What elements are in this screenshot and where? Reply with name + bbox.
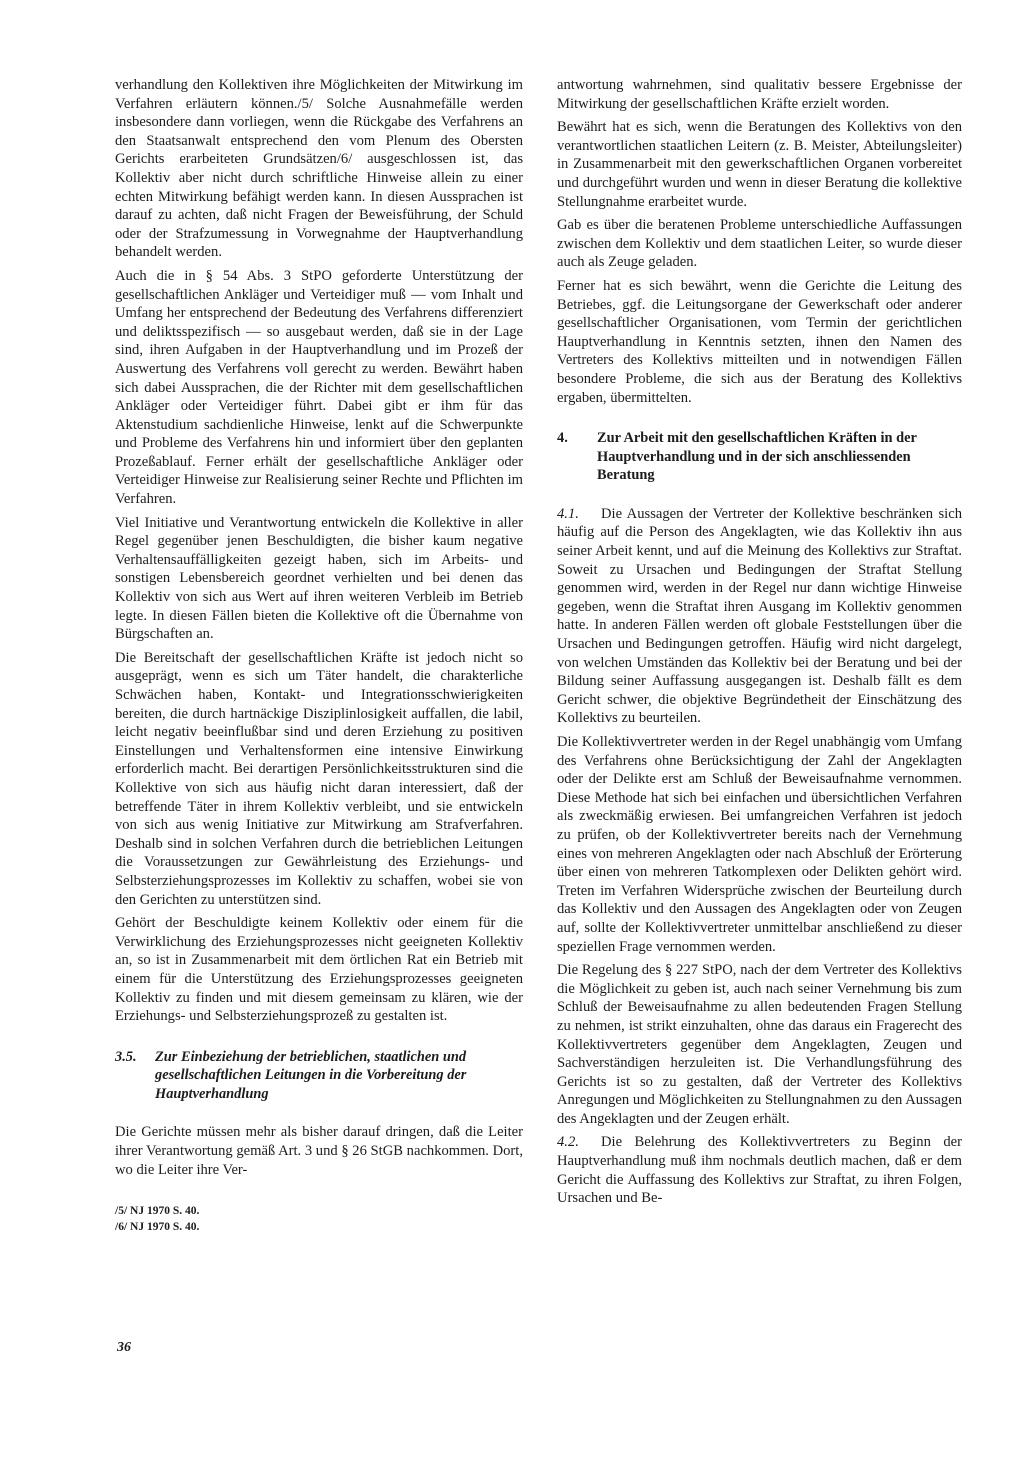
section-heading-4 — [557, 429, 962, 485]
paragraph-text: Die Aussagen der Vertreter der Kollektive beschränken sich häufig auf die Person des Angeklagten, wie das Kollektiv ihn aus seiner Arbeit kennt, und auf die Meinung des Kollektivs zur Straftat. Soweit zu Ursachen und Bedingungen der Straftat Stellung genommen wird, werden in der Regel nur dann wichtige Hinweise gegeben, wenn die Straftat ihren Ausgang im Kollektiv genommen hatte. In anderen Fällen werden oft globale Feststellungen über die Ursachen und Bedingungen getroffen. Häufig wird nicht dargelegt, von welchen Umständen das Kollektiv bei der Beratung und bei der Bildung seiner Auffassung ausgegangen ist. Deshalb fällt es dem Gericht schwer, die objektive Begründetheit der Einschätzung des Kollektivs zu beurteilen. — [557, 505, 962, 727]
right-column — [557, 76, 962, 1213]
paragraph-4-2 — [557, 1133, 962, 1207]
paragraph: Ferner hat es sich bewährt, wenn die Gerichte die Leitung des Betriebes, ggf. die Leitungsorgane der Gewerkschaft oder anderer gesellschaftlicher Organisationen, vom Termin der gerichtlichen Hauptverhandlung in Kenntnis setzten, ihnen den Namen des Vertreters des Kollektivs mitteilten und in notwendigen Fällen besondere Probleme, die sich aus der Beratung des Kollektivs ergaben, übermittelten. — [557, 277, 962, 406]
paragraph-4-1 — [557, 505, 962, 728]
left-column — [115, 76, 523, 1235]
footnote-5: /5/ NJ 1970 S. 40. — [115, 1205, 200, 1218]
subsection-number: 4.1. — [557, 505, 579, 522]
paragraph: Viel Initiative und Verantwortung entwickeln die Kollektive in aller Regel gegenüber jenen Beschuldigten, die bisher kaum negative Verhaltensauffälligkeiten gezeigt haben, sich im Arbeits- und sonstigen Lebensbereich geordnet verhielten und bei denen das Kollektiv von sich aus Wert auf ihren weiteren Verbleib im Betrieb legte. In diesen Fällen bieten die Kollektive oft die Übernahme von Bürgschaften an. — [115, 514, 523, 643]
section-title: Zur Arbeit mit den gesellschaftlichen Kräften in der Hauptverhandlung und in der sich anschliessenden Beratung — [597, 430, 917, 484]
paragraph: verhandlung den Kollektiven ihre Möglichkeiten der Mitwirkung im Verfahren erläutern können./5/ Solche Ausnahmefälle werden insbesondere dann vorliegen, wenn die Rückgabe des Verfahrens an den Staatsanwalt entsprechend den vom Plenum des Obersten Gerichts erarbeiteten Grundsätzen/6/ ausgeschlossen ist, das Kollektiv aber nicht durch schriftliche Hinweise allein zu einer echten Mitwirkung befähigt werden kann. In diesen Aussprachen ist darauf zu achten, daß nicht Fragen der Beweisführung, der Schuld oder der Strafzumessung in Vorwegnahme der Hauptverhandlung behandelt werden. — [115, 77, 523, 261]
section-number: 3.5. — [115, 1048, 137, 1065]
paragraph: Gehört der Beschuldigte keinem Kollektiv oder einem für die Verwirklichung des Erziehungsprozesses nicht geeigneten Kollektiv an, so ist in Zusammenarbeit mit dem örtlichen Rat ein Betrieb mit einem für die Unterstützung des Erziehungsprozesses geeigneten Kollektiv zu finden und mit diesem gemeinsam zu klären, wie der Erziehungs- und Selbsterziehungsprozeß zu gestalten ist. — [115, 915, 523, 1025]
section-heading-3-5 — [115, 1048, 523, 1104]
section-title: Zur Einbeziehung der betrieblichen, staatlichen und gesellschaftlichen Leitungen in die Vorbereitung der Hauptverhandlung — [155, 1048, 467, 1102]
paragraph: Gab es über die beratenen Probleme unterschiedliche Auffassungen zwischen dem Kollektiv und dem staatlichen Leiter, so wurde dieser auch als Zeuge geladen. — [557, 217, 962, 271]
section-number: 4. — [557, 430, 568, 447]
subsection-number: 4.2. — [557, 1134, 579, 1151]
paragraph: Die Kollektivvertreter werden in der Regel unabhängig vom Umfang des Verfahrens ohne Berücksichtigung der Zahl der Angeklagten oder der Delikte erst am Schluß der Beweisaufnahme vernommen. Diese Methode hat sich bei einfachen und übersichtlichen Verfahren als zweckmäßig erwiesen. Bei umfangreichen Verfahren ist jedoch zu prüfen, ob der Kollektivvertreter bereits nach der Vernehmung eines von mehreren Angeklagten oder nach Abschluß der Erörterung über einen von mehreren Tatkomplexen oder Delikten gehört wird. Treten im Verfahren Widersprüche zwischen der Beurteilung durch das Kollektiv und den Aussagen des Angeklagten oder von Zeugen auf, sollte der Kollektivvertreter unmittelbar anschließend zu dieser speziellen Frage vernommen werden. — [557, 734, 962, 955]
paragraph: Bewährt hat es sich, wenn die Beratungen des Kollektivs von den verantwortlichen staatlichen Leitern (z. B. Meister, Abteilungsleiter) in Zusammenarbeit mit den gewerkschaftlichen Organen vorbereitet und durchgeführt wurden und wenn in dieser Beratung die kollektive Stellungnahme erarbeitet wurde. — [557, 119, 962, 210]
footnotes — [115, 1203, 523, 1235]
paragraph: antwortung wahrnehmen, sind qualitativ bessere Ergebnisse der Mitwirkung der gesellschaftlichen Kräfte erzielt worden. — [557, 77, 962, 112]
paragraph: Die Gerichte müssen mehr als bisher darauf dringen, daß die Leiter ihrer Verantwortung gemäß Art. 3 und § 26 StGB nachkommen. Dort, wo die Leiter ihre Ver- — [115, 1124, 523, 1178]
paragraph: Die Regelung des § 227 StPO, nach der dem Vertreter des Kollektivs die Möglichkeit zu geben ist, auch nach seiner Vernehmung bis zum Schluß der Beweisaufnahme zu allen bedeutenden Fragen Stellung zu nehmen, ist strikt einzuhalten, ohne das daraus ein Fragerecht des Kollektivvertreters gegenüber dem Angeklagten, Zeugen und Sachverständigen herzuleiten ist. Die Verhandlungsführung des Gerichts ist so zu gestalten, daß der Vertreter des Kollektivs Anregungen und Möglichkeiten zu Stellungnahmen zu den Aussagen des Angeklagten und der Zeugen erhält. — [557, 962, 962, 1127]
footnote-6: /6/ NJ 1970 S. 40. — [115, 1221, 200, 1234]
page-number: 36 — [117, 1340, 131, 1355]
paragraph: Die Bereitschaft der gesellschaftlichen Kräfte ist jedoch nicht so ausgeprägt, wenn es sich um Täter handelt, die charakterliche Schwächen haben, Kontakt- und Integrationsschwierigkeiten bereiten, die durch hartnäckige Disziplinlosigkeit auffallen, die labil, leicht negativ beeinflußbar sind und deren Erziehung zu positiven Einstellungen und Verhaltensformen eine intensive Einwirkung erforderlich macht. Bei derartigen Persönlichkeitsstrukturen sind die Kollektive von sich aus häufig nicht daran interessiert, daß der betreffende Täter in ihrem Kollektiv verbleibt, und sie entwickeln von sich aus wenig Initiative zur Mitwirkung am Strafverfahren. Deshalb sind in solchen Verfahren durch die betrieblichen Leitungen die Voraussetzungen zur Gewährleistung des Erziehungs- und Selbsterziehungsprozesses im Kollektiv zu schaffen, wobei sie von den Gerichten zu unterstützen sind. — [115, 649, 523, 908]
paragraph: Auch die in § 54 Abs. 3 StPO geforderte Unterstützung der gesellschaftlichen Ankläger und Verteidiger muß — vom Inhalt und Umfang her entsprechend der Bedeutung des Verfahrens differenziert und deliktsspezifisch — so ausgebaut werden, daß sie in der Lage sind, ihren Aufgaben in der Hauptverhandlung und im Prozeß der Auswertung des Verfahrens voll gerecht zu werden. Bewährt haben sich dabei Aussprachen, die der Richter mit dem gesellschaftlichen Ankläger oder Verteidiger führt. Dabei gibt er ihm für das Aktenstudium sachdienliche Hinweise, lenkt auf die Schwerpunkte und Probleme des Verfahrens hin und informiert über den geplanten Prozeßablauf. Ferner erhält der gesellschaftliche Ankläger oder Verteidiger Hinweise zur Realisierung seiner Rechte und Pflichten im Verfahren. — [115, 267, 523, 508]
paragraph-text: Die Belehrung des Kollektivvertreters zu Beginn der Hauptverhandlung muß ihm nochmals deutlich machen, daß er dem Gericht die Auffassung des Kollektivs zur Straftat, zu ihren Folgen, Ursachen und Be- — [557, 1134, 962, 1207]
